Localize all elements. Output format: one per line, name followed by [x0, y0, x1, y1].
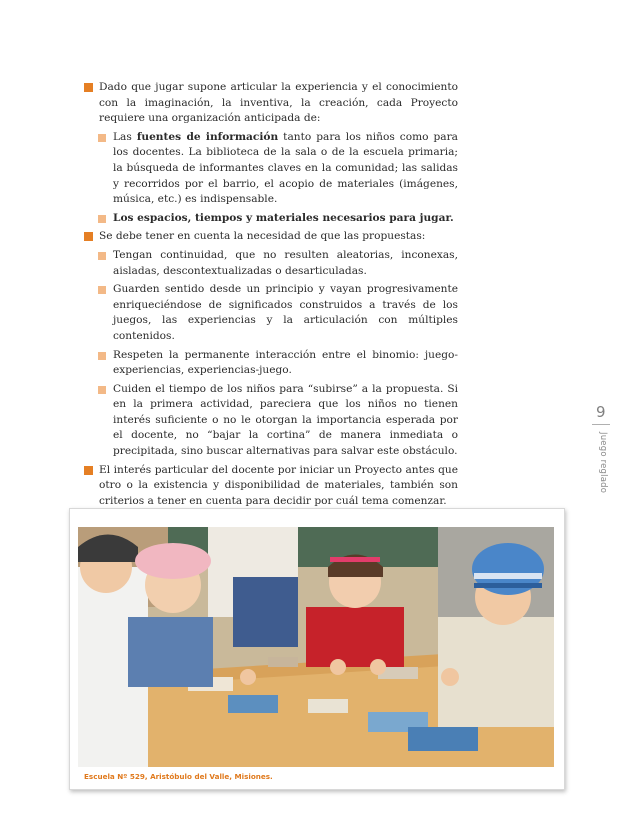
sub-bullet-text-pre: Las: [113, 130, 137, 143]
sub-bullet-item: [98, 248, 458, 279]
sub-bullet-item: [98, 348, 458, 379]
orange-bullet-icon: [84, 232, 93, 241]
sub-bullet-text-post: tanto para los niños como para los docentes. La biblioteca de la sala o de la escuela primaria; la búsqueda de informantes claves en la comunidad; las salidas y recorridos por el barrio, el acopio de materiales (imágenes, música, etc.) es indispensable.: [113, 130, 459, 206]
light-orange-bullet-icon: [98, 352, 106, 360]
light-orange-bullet-icon: [98, 286, 106, 294]
page-number: 9: [596, 403, 606, 421]
sub-bullet-text: Tengan continuidad, que no resulten aleatorias, inconexas, aisladas, descontextualizadas o desarticuladas.: [113, 248, 458, 277]
photo-frame: [69, 508, 565, 790]
bullet-item-text: Dado que jugar supone articular la experiencia y el conocimiento con la imaginación, la inventiva, la creación, cada Proyecto requiere una organización anticipada de:: [99, 81, 458, 125]
photo-caption: Escuela Nº 529, Aristóbulo del Valle, Misiones.: [84, 772, 273, 781]
sub-bullet-text: Cuiden el tiempo de los niños para “subirse” a la propuesta. Si en la primera actividad, pareciera que los niños no tienen interés suficiente o no le otorgan la importancia esperada por el docente, no “bajar la cortina” de manera inmediata o precipitada, sino buscar alternativas para salvar este obstáculo.: [113, 382, 458, 458]
light-orange-bullet-icon: [98, 386, 106, 394]
sub-bullet-text-bold: Los espacios, tiempos y materiales necesarios para jugar.: [113, 211, 454, 224]
main-text-column: [84, 80, 458, 512]
children-puzzle-photo: [78, 527, 554, 767]
sub-bullet-item: [98, 282, 458, 344]
running-head: Juego reglado: [598, 432, 608, 494]
orange-bullet-icon: [84, 466, 93, 475]
bullet-item: [84, 80, 458, 127]
light-orange-bullet-icon: [98, 134, 106, 142]
sub-bullet-item: [98, 130, 458, 208]
sub-bullet-text: Respeten la permanente interacción entre el binomio: juego-experiencias, experiencias-juego.: [113, 348, 458, 377]
bullet-item: [84, 463, 458, 510]
light-orange-bullet-icon: [98, 252, 106, 260]
bullet-item: [84, 229, 458, 245]
photo-illustration: [78, 527, 554, 767]
light-orange-bullet-icon: [98, 215, 106, 223]
sidebar-divider: [592, 424, 610, 425]
sub-bullet-item: [98, 211, 458, 227]
sub-bullet-text-bold: fuentes de información: [136, 130, 279, 143]
sub-bullet-text: Guarden sentido desde un principio y vayan progresivamente enriqueciéndose de significados construidos a través de los juegos, las experiencias y la articulación con múltiples contenidos.: [113, 283, 458, 342]
orange-bullet-icon: [84, 83, 93, 92]
bullet-item-text: Se debe tener en cuenta la necesidad de que las propuestas:: [99, 230, 426, 243]
bullet-item-text: El interés particular del docente por iniciar un Proyecto antes que otro o la existencia y disponibilidad de materiales, también son criterios a tener en cuenta para decidir por cuál tema comenzar.: [99, 463, 458, 507]
sub-bullet-item: [98, 382, 458, 460]
